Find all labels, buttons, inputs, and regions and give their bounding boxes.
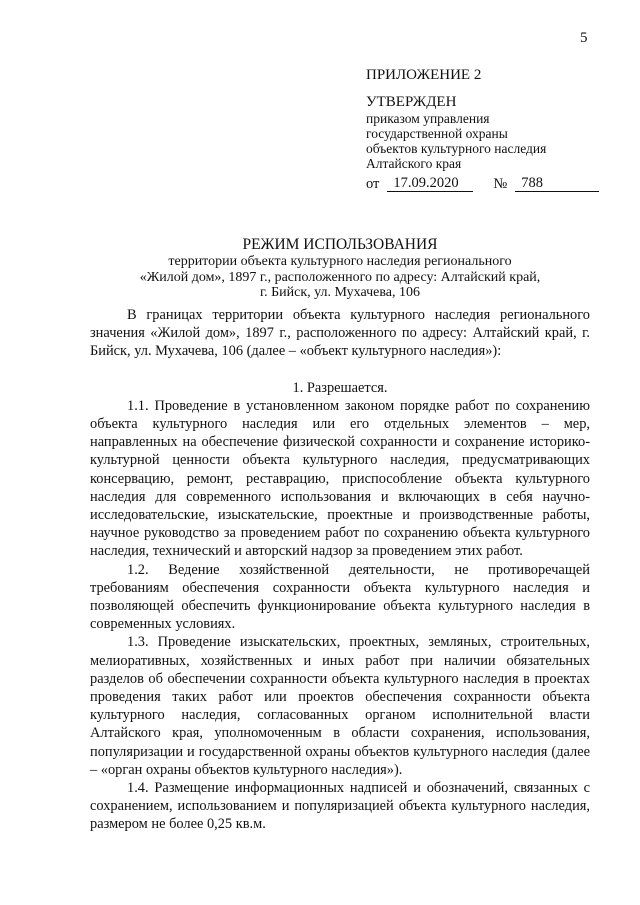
order-number: 788 <box>515 176 599 192</box>
approval-line: объектов культурного наследия <box>366 141 547 156</box>
paragraph-1-2: 1.2. Ведение хозяйственной деятельности, не противоречащей требованиям обеспечения сохранности объекта культурного наследия и позволяющей обеспечить функционирование объекта культурного наследия в современных условиях. <box>90 561 590 633</box>
approved-label: УТВЕРЖДЕН <box>366 94 457 110</box>
intro-paragraph: В границах территории объекта культурного наследия регионального значения «Жилой дом», 1897 г., расположенного по адресу: Алтайский край, г. Бийск, ул. Мухачева, 106 (далее – «объект культурного наследия»): <box>90 307 590 360</box>
number-label: № <box>493 176 508 192</box>
paragraph-1-3: 1.3. Проведение изыскательских, проектных, земляных, строительных, мелиоративных, хозяйственных и иных работ при наличии обязательных разделов об обеспечении сохранности объекта культурного наследия в проектах проведения таких работ или проектов обеспечения сохранности объекта культурного наследия, согласованных органом исполнительной власти Алтайского края, уполномоченным в области сохранения, использования, популяризации и государственной охраны объектов культурного наследия (далее – «орган охраны объектов культурного наследия»). <box>90 634 590 778</box>
subtitle-line: г. Бийск, ул. Мухачева, 106 <box>259 285 421 300</box>
appendix-label: ПРИЛОЖЕНИЕ 2 <box>366 67 482 83</box>
page-number: 5 <box>580 30 588 46</box>
approval-line: Алтайского края <box>366 156 462 171</box>
paragraph-1-4: 1.4. Размещение информационных надписей и обозначений, связанных с сохранением, использованием и популяризацией объекта культурного наследия, размером не более 0,25 кв.м. <box>90 780 590 833</box>
document-subtitle <box>90 254 590 301</box>
order-date: 17.09.2020 <box>387 176 473 192</box>
from-label: от <box>366 176 380 192</box>
approval-line: государственной охраны <box>366 126 508 141</box>
document-heading <box>90 236 590 301</box>
subtitle-line: «Жилой дом», 1897 г., расположенного по адресу: Алтайский край, <box>139 269 541 285</box>
approval-line: приказом управления <box>366 111 490 126</box>
paragraph-1-1: 1.1. Проведение в установленном законом порядке работ по сохранению объекта культурного наследия или его отдельных элементов – мер, направленных на обеспечение физической сохранности и сохранение историко-культурной ценности объекта культурного наследия, предусматривающих консервацию, ремонт, реставрацию, приспособление объекта культурного наследия для современного использования и включающих в себя научно-исследовательские, изыскательские, проектные и производственные работы, научное руководство за проведением работ по сохранению объекта культурного наследия, технический и авторский надзор за проведением этих работ. <box>90 397 590 560</box>
subtitle-line: территории объекта культурного наследия регионального <box>168 254 512 269</box>
document-body <box>90 306 590 834</box>
order-date-row <box>366 174 606 192</box>
approval-block <box>366 66 606 192</box>
document-title: РЕЖИМ ИСПОЛЬЗОВАНИЯ <box>242 236 438 253</box>
section-heading: 1. Разрешается. <box>292 379 388 396</box>
